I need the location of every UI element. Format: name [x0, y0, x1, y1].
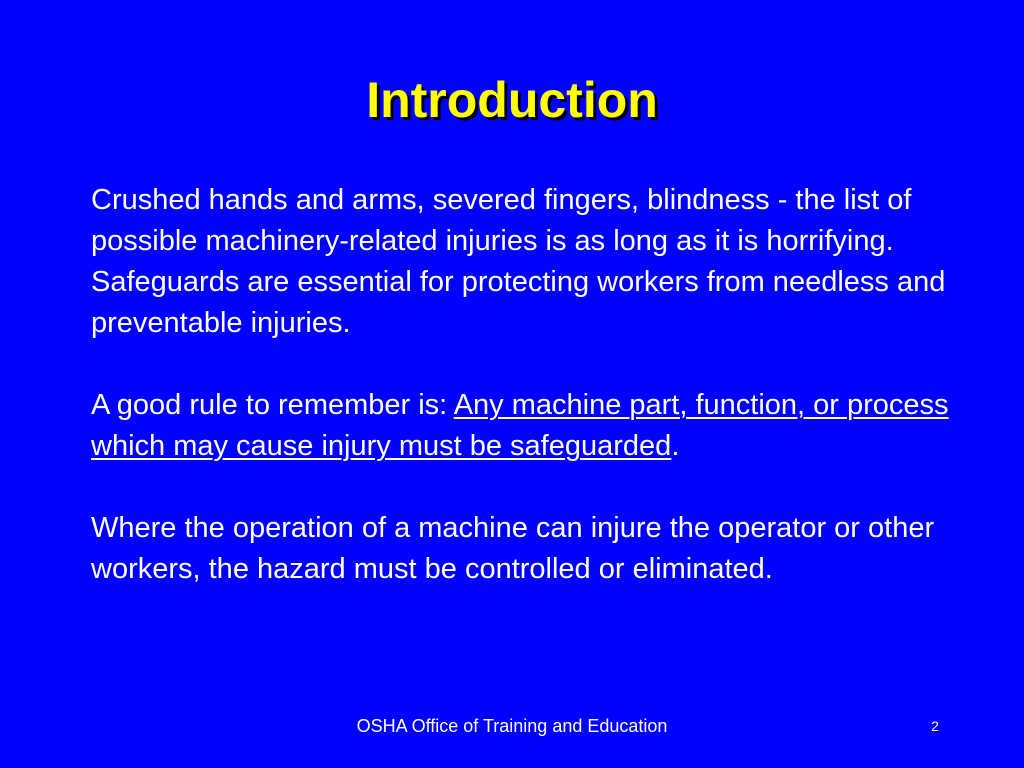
safeguard-rule-text: Any machine part, function, or process which may cause injury must be safeguarded: [91, 389, 949, 462]
slide-body: [91, 180, 971, 590]
paragraph-injuries: Crushed hands and arms, severed fingers, blindness - the list of possible machinery-related injuries is as long as it is horrifying. Safeguards are essential for protecting workers from needless and preventable injuries.: [91, 184, 946, 339]
footer-text: OSHA Office of Training and Education: [356, 716, 668, 736]
paragraph-hazard: Where the operation of a machine can injure the operator or other workers, the hazard must be controlled or eliminated.: [91, 512, 935, 585]
slide-title: Introduction: [366, 72, 658, 128]
rule-period: .: [671, 430, 680, 462]
rule-lead-text: A good rule to remember is:: [91, 389, 454, 421]
page-number: 2: [931, 718, 939, 734]
paragraph-rule: [91, 385, 971, 467]
